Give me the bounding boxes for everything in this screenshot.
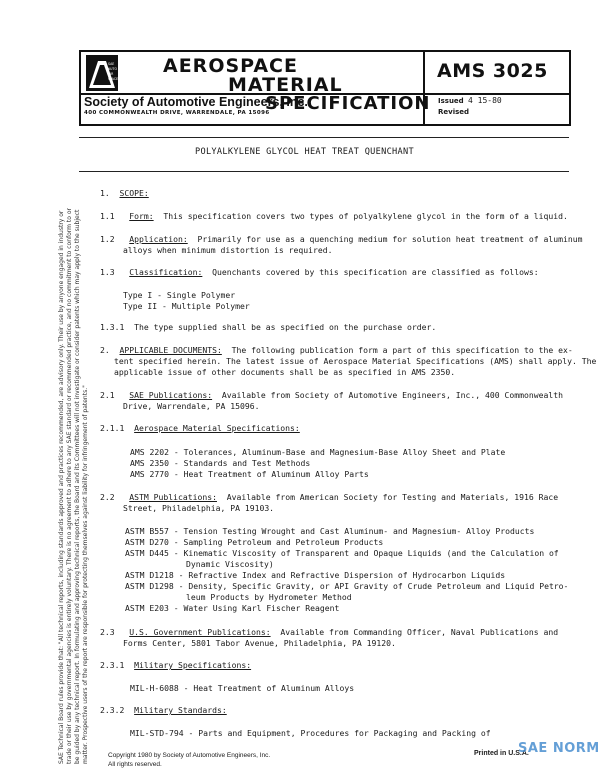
doc-number: AMS 3025 [437,60,548,82]
title-rule-top [79,137,569,138]
issued-label: Issued [438,97,464,105]
section-1-3-1: 1.3.1 The type supplied shall be as specified on the purchase order. [100,322,437,332]
header-title-material: MATERIAL [228,74,343,96]
header-title-aerospace: AEROSPACE [163,55,298,77]
astm-item: ASTM D1218 - Refractive Index and Refractive Dispersion of Hydrocarbon Liquids [125,570,506,580]
printed-in: Printed in U.S.A. [474,750,529,757]
title-rule-bottom [79,171,569,172]
section-2-1-cont: Drive, Warrendale, PA 15096. [123,401,260,411]
sae-norm-watermark: SAE NORM [518,741,600,756]
astm-item: ASTM D270 - Sampling Petroleum and Petroleum Products [125,537,384,547]
copyright-notice: Copyright 1980 by Society of Automotive Engineers, Inc. All rights reserved. [108,752,271,768]
mil-spec-item: MIL-H-6088 - Heat Treatment of Aluminum Alloys [130,683,355,693]
svg-text:SAE: SAE [108,62,115,66]
side-note-line: be guided by any technical report. In formulating and approving technical reports, the Board and its Committees will not investigate or consider patents which may apply to the subject [74,209,81,764]
doc-title: POLYALKYLENE GLYCOL HEAT TREAT QUENCHANT [195,147,414,157]
section-2-2-cont: Street, Philadelphia, PA 19103. [123,503,275,513]
section-2-3-2: 2.3.2 Military Standards: [100,705,227,715]
section-2-2: 2.2 ASTM Publications: Available from American Society for Testing and Materials, 1916 Race [100,492,559,502]
section-2-1-1: 2.1.1 Aerospace Material Specifications: [100,423,300,433]
ams-item: AMS 2202 - Tolerances, Aluminum-Base and Magnesium-Base Alloy Sheet and Plate [130,447,506,457]
section-2-cont: applicable issue of other documents shall be as specified in AMS 2350. [114,367,456,377]
society-name: Society of Automotive Engineers, Inc. [84,95,308,109]
side-note-line: trade or their use by governmental agencies is entirely voluntary. There is no agreement to adhere to any SAE standard or recommended practice, and no commitment to conform to or [66,208,73,764]
issued-date: 4 15-80 [468,96,502,105]
astm-item: ASTM E203 - Water Using Karl Fischer Reagent [125,603,340,613]
astm-item-cont: leum Products by Hydrometer Method [186,592,352,602]
legal-side-note [58,64,90,764]
section-2-3-1: 2.3.1 Military Specifications: [100,660,252,670]
ams-item: AMS 2350 - Standards and Test Methods [130,458,311,468]
section-1-3: 1.3 Classification: Quenchants covered by this specification are classified as follows: [100,267,539,277]
section-1-2: 1.2 Application: Primarily for use as a quenching medium for solution heat treatment of aluminum [100,234,583,244]
type-item: Type II - Multiple Polymer [123,301,250,311]
section-1-1: 1.1 Form: This specification covers two types of polyalkylene glycol in the form of a liquid. [100,211,568,221]
svg-text:AIR: AIR [108,72,114,76]
section-2-3-cont: Forms Center, 5801 Tabor Avenue, Philadelphia, PA 19120. [123,638,396,648]
type-item: Type I - Single Polymer [123,290,236,300]
svg-text:SPACE: SPACE [108,77,118,81]
astm-item: ASTM D1298 - Density, Specific Gravity, or API Gravity of Crude Petroleum and Liquid Petro- [125,581,569,591]
side-note-line: matter. Prospective users of the report are responsible for protecting themselves against liability for infringement of patents." [82,385,89,764]
revised-label: Revised [438,108,470,116]
mil-std-item: MIL-STD-794 - Parts and Equipment, Procedures for Packaging and Packing of [130,728,491,738]
astm-item-cont: Dynamic Viscosity) [186,559,274,569]
section-1-heading: 1. SCOPE: [100,188,149,198]
section-1-2-cont: alloys when minimum distortion is required. [123,245,333,255]
astm-item: ASTM B557 - Tension Testing Wrought and Cast Aluminum- and Magnesium- Alloy Products [125,526,535,536]
section-2-1: 2.1 SAE Publications: Available from Society of Automotive Engineers, Inc., 400 Commonwealth [100,390,563,400]
society-address: 400 COMMONWEALTH DRIVE, WARRENDALE, PA 15096 [84,110,270,116]
section-2-3: 2.3 U.S. Government Publications: Available from Commanding Officer, Naval Publications and [100,627,559,637]
astm-item: ASTM D445 - Kinematic Viscosity of Transparent and Opaque Liquids (and the Calculation of [125,548,559,558]
header-title-specification: SPECIFICATION [265,93,431,114]
svg-text:AUTO: AUTO [108,67,117,71]
ams-item: AMS 2770 - Heat Treatment of Aluminum Alloy Parts [130,469,369,479]
side-note-line: SAE Technical Board rules provide that: "All technical reports, including standards approved and practices recommended, are advisory only. Their use by anyone engaged in industry or [58,210,65,764]
section-2-cont: tent specified herein. The latest issue of Aerospace Material Specifications (AMS) shall apply. The [114,356,597,366]
section-2: 2. APPLICABLE DOCUMENTS: The following publication form a part of this specification to the ex- [100,345,573,355]
sae-logo-icon [86,55,118,91]
